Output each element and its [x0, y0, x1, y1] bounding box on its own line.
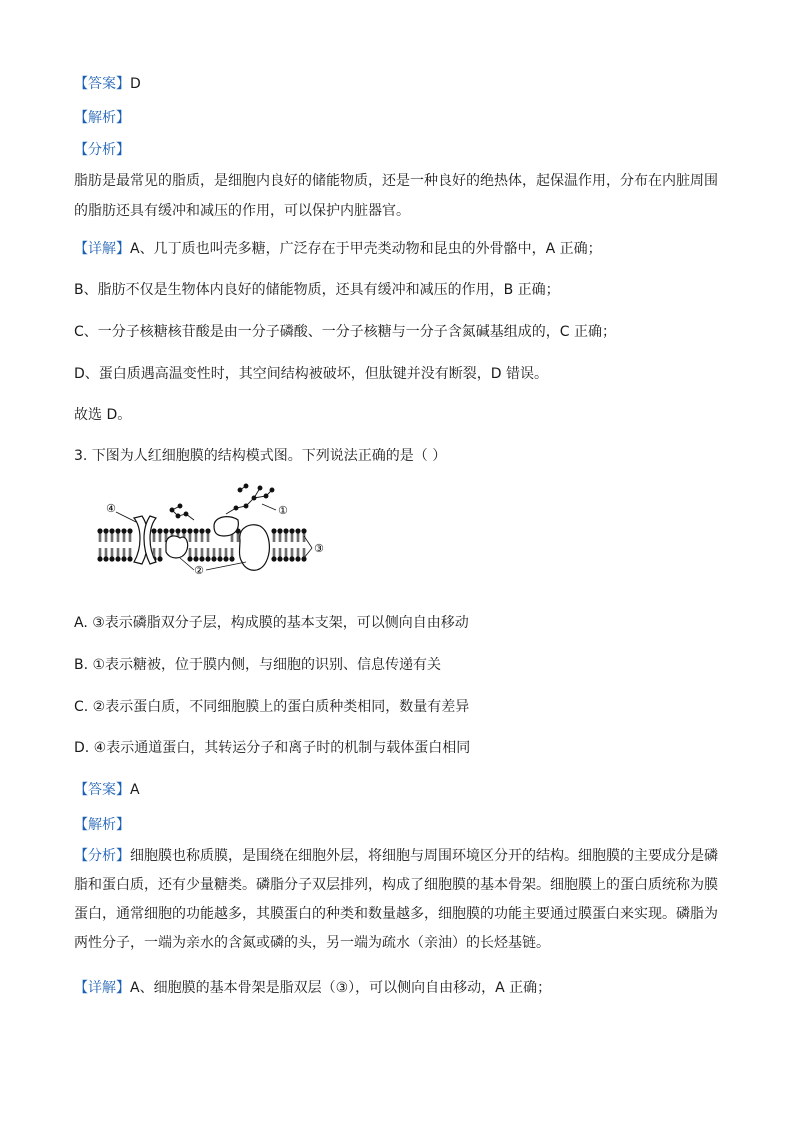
- q3-fenxi-paragraph: [74, 842, 722, 958]
- answer-value: D: [130, 76, 141, 92]
- cell-membrane-figure: [90, 478, 340, 576]
- q3-jiexi-line: [74, 815, 130, 835]
- fenxi-text: 细胞膜也称质膜，是围绕在细胞外层，将细胞与周围环境区分开的结构。细胞膜的主要成分是磷脂和蛋白质，还有少量糖类。磷脂分子双层排列，构成了细胞膜的基本骨架。细胞膜上的蛋白质统称为膜蛋白，通常细胞的功能越多，其膜蛋白的种类和数量越多，细胞膜的功能主要通过膜蛋白来实现。磷脂为两性分子，一端为亲水的含氮或磷的头，另一端为疏水（亲油）的长烃基链。: [74, 848, 718, 951]
- jiexi-tag: 【解析】: [74, 817, 130, 833]
- q2-item-c: C、一分子核糖核苷酸是由一分子磷酸、一分子核糖与一分子含氮碱基组成的，C 正确；: [74, 324, 616, 340]
- xiangjie-a: A、几丁质也叫壳多糖，广泛存在于甲壳类动物和昆虫的外骨骼中，A 正确；: [130, 241, 602, 257]
- q3-answer-line: [74, 780, 140, 800]
- q3-option-b: B. ①表示糖被，位于膜内侧，与细胞的识别、信息传递有关: [74, 657, 442, 673]
- q2-item-b: B、脂肪不仅是生物体内良好的储能物质，还具有缓冲和减压的作用，B 正确；: [74, 282, 560, 298]
- q2-xiangjie-line: [74, 239, 602, 259]
- xiangjie-tag: 【详解】: [74, 241, 130, 257]
- transmembrane-protein: [240, 525, 270, 571]
- q3-option-a: A. ③表示磷脂双分子层，构成膜的基本支架，可以侧向自由移动: [74, 615, 469, 631]
- q2-fenxi-line: [74, 140, 130, 160]
- label-3: ③: [314, 542, 324, 555]
- jiexi-tag: 【解析】: [74, 110, 130, 126]
- label-4: ④: [106, 502, 116, 515]
- glycoprotein: [214, 517, 238, 536]
- q3-option-d: D. ④表示通道蛋白，其转运分子和离子时的机制与载体蛋白相同: [74, 740, 471, 756]
- q3-option-c: C. ②表示蛋白质，不同细胞膜上的蛋白质种类相同，数量有差异: [74, 699, 470, 715]
- q2-fenxi-text-1: 脂肪是最常见的脂质，是细胞内良好的储能物质，还是一种良好的绝热体，起保温作用，分布在内脏周围: [74, 173, 718, 189]
- lipid-bilayer-top: [97, 528, 306, 542]
- embedded-protein: [166, 536, 188, 558]
- q3-xiangjie-line: [74, 978, 551, 998]
- glycocalyx: [170, 484, 274, 520]
- xiangjie-a: A、细胞膜的基本骨架是脂双层（③），可以侧向自由移动，A 正确；: [130, 980, 552, 996]
- answer-value: A: [130, 782, 140, 798]
- lipid-bilayer-bottom: [97, 548, 306, 562]
- q2-item-d: D、蛋白质遇高温变性时，其空间结构被破坏，但肽键并没有断裂，D 错误。: [74, 366, 549, 382]
- fenxi-tag: 【分析】: [74, 848, 130, 864]
- q2-conclusion: 故选 D。: [74, 407, 132, 423]
- label-1: ①: [278, 504, 288, 517]
- xiangjie-tag: 【详解】: [74, 980, 130, 996]
- answer-tag: 【答案】: [74, 76, 130, 92]
- q3-stem: 3. 下图为人红细胞膜的结构模式图。下列说法正确的是（ ）: [74, 448, 447, 464]
- q2-fenxi-text-2: 的脂肪还具有缓冲和减压的作用，可以保护内脏器官。: [74, 203, 410, 219]
- fenxi-tag: 【分析】: [74, 142, 130, 158]
- q2-answer-line: [74, 74, 141, 94]
- answer-tag: 【答案】: [74, 782, 130, 798]
- q2-jiexi-line: [74, 108, 130, 128]
- label-2: ②: [194, 564, 204, 576]
